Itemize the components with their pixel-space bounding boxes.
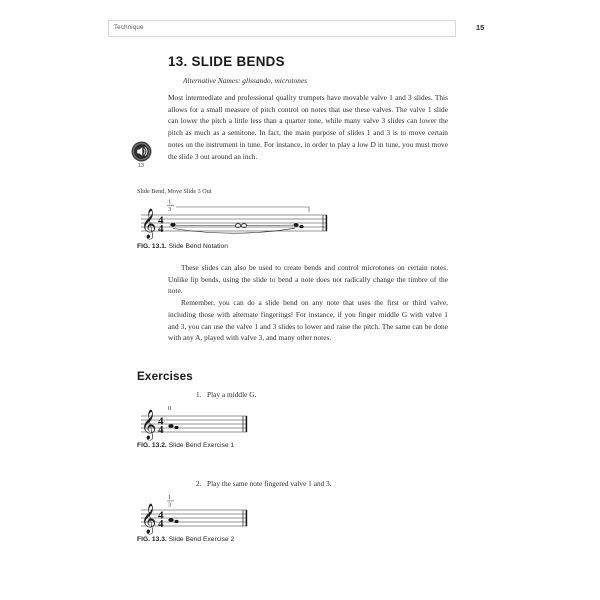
figure-slide-bend-notation: [137, 188, 337, 250]
svg-text:4: 4: [158, 518, 164, 530]
figure-2-caption-number: FIG. 13.2.: [137, 442, 167, 449]
svg-text:𝄞: 𝄞: [141, 209, 157, 239]
audio-track-marker[interactable]: [127, 141, 155, 170]
svg-text:3: 3: [168, 501, 172, 509]
svg-text:3: 3: [168, 206, 172, 213]
intro-paragraph: [168, 92, 448, 162]
figure-1-caption: [137, 243, 337, 250]
exercises-heading: Exercises: [137, 370, 193, 383]
running-head: [108, 20, 492, 37]
music-staff-1: [137, 195, 337, 243]
svg-text:4: 4: [158, 424, 164, 436]
svg-text:0: 0: [168, 405, 172, 412]
alternative-names: Alternative Names: glissando, microtones: [183, 76, 308, 85]
exercise-2-text: Play the same note fingered valve 1 and 3.: [207, 479, 332, 488]
paragraph-text: These slides can also be used to create bends and control microtones on certain notes. Unlike lip bends, using the slide to bend a note does not radically change the timbre of the note.: [168, 263, 448, 296]
figure-1-caption-text: Slide Bend Notation: [168, 243, 228, 250]
exercise-list-item-1: [196, 390, 256, 399]
running-head-box: [108, 20, 456, 37]
figure-slide-bend-exercise-1: [137, 400, 337, 449]
figure-1-caption-number: FIG. 13.1.: [137, 243, 167, 250]
exercise-2-number: 2.: [196, 479, 202, 488]
figure-slide-bend-exercise-2: [137, 492, 337, 543]
figure-3-caption-number: FIG. 13.3.: [137, 536, 167, 543]
music-staff-3: [137, 492, 337, 536]
paragraph-text: Most intermediate and professional quality trumpets have movable valve 1 and 3 slides. This allows for a small measure of pitch control on notes that use these valves. The valve 1 slide can lower the pitch a little less than a quarter tone, while many valve 3 slides can lower the pitch as much as a semitone. In fact, the main purpose of slides 1 and 3 is to move certain notes on the instrument in tune. For instance, in order to play a low D in tune, you must move the slide 3 out around an inch.: [168, 93, 448, 161]
music-staff-2: [137, 400, 337, 442]
svg-text:4: 4: [158, 415, 164, 428]
body-paragraphs: [168, 262, 448, 344]
chapter-title: 13. SLIDE BENDS: [168, 54, 285, 69]
svg-text:1: 1: [168, 198, 172, 206]
figure-2-caption-text: Slide Bend Exercise 1: [168, 442, 235, 449]
exercise-1-number: 1.: [196, 390, 202, 399]
exercise-1-text: Play a middle G.: [207, 390, 257, 399]
svg-text:4: 4: [158, 509, 164, 522]
svg-text:4: 4: [158, 223, 164, 235]
speaker-icon[interactable]: [131, 141, 152, 162]
audio-track-number: 13: [137, 163, 145, 169]
svg-text:4: 4: [158, 214, 164, 227]
figure-2-caption: [137, 442, 337, 449]
figure-1-score-label: Slide Bend, Move Slide 3 Out: [137, 188, 212, 195]
exercise-list-item-2: [196, 479, 332, 488]
svg-text:1: 1: [168, 494, 172, 501]
running-head-title: Technique: [114, 24, 144, 31]
paragraph-text: Remember, you can do a slide bend on any note that uses the first or third valve, including those with alternate fingerings! For instance, if you finger middle G with valve 1 and 3, you can use the valve 1 and 3 slides to lower and raise the pitch. The same can be done with any A, played with valve 3, and many other notes.: [168, 298, 448, 343]
svg-text:𝄞: 𝄞: [141, 504, 157, 534]
svg-text:𝄞: 𝄞: [141, 410, 157, 440]
page-number: 15: [476, 23, 485, 32]
figure-3-caption-text: Slide Bend Exercise 2: [168, 536, 235, 543]
figure-3-caption: [137, 536, 337, 543]
